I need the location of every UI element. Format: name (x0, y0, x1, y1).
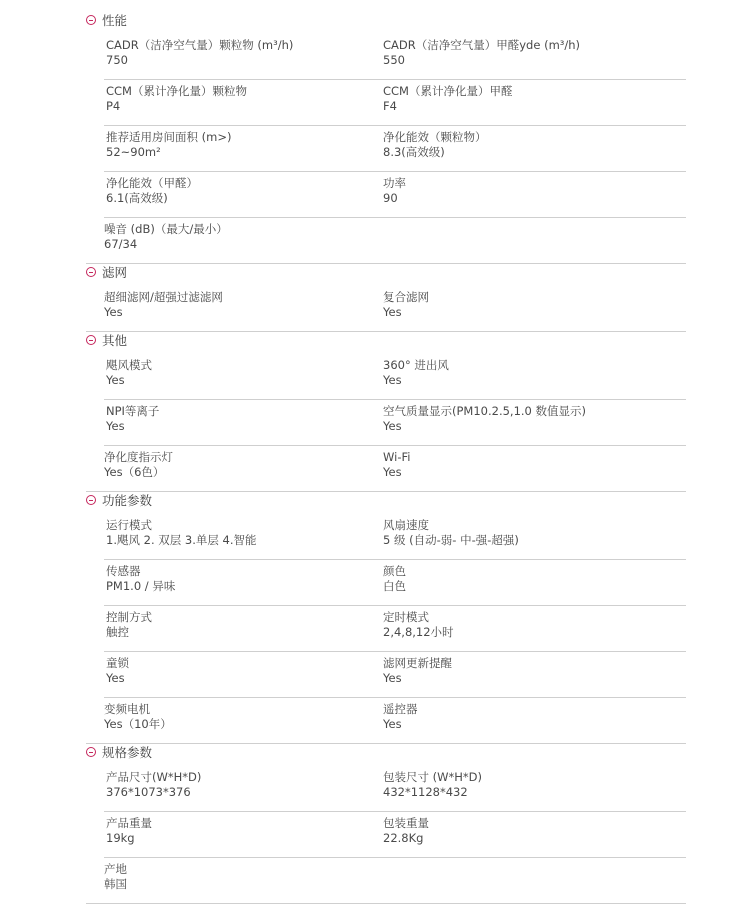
spec-label: 功率 (383, 176, 406, 190)
spec-cell (383, 84, 512, 114)
spec-cell (106, 518, 257, 548)
spec-label: Wi-Fi (383, 450, 411, 464)
spec-cell (106, 130, 231, 160)
spec-value: Yes (106, 373, 125, 387)
spec-cell (104, 290, 223, 320)
spec-value: 6.1(高效级) (106, 191, 168, 205)
spec-label: 360° 进出风 (383, 358, 449, 372)
spec-row (104, 812, 686, 858)
spec-value: Yes (106, 419, 125, 433)
spec-cell (383, 656, 452, 686)
section-title: 其他 (102, 333, 128, 348)
section-header[interactable] (86, 742, 152, 762)
section-title: 性能 (102, 13, 128, 28)
minus-circle-icon[interactable] (86, 267, 96, 277)
spec-row (104, 560, 686, 606)
spec-label: 风扇速度 (383, 518, 429, 532)
spec-row (104, 514, 686, 560)
spec-row (104, 172, 686, 218)
spec-label: 噪音 (dB)（最大/最小） (104, 222, 228, 236)
spec-label: 净化能效（甲醛） (106, 176, 198, 190)
spec-label: CCM（累计净化量）颗粒物 (106, 84, 247, 98)
spec-cell (383, 770, 482, 800)
spec-cell (383, 450, 410, 480)
spec-value: PM1.0 / 异味 (106, 579, 176, 593)
section-header[interactable] (86, 330, 127, 350)
spec-label: 推荐适用房间面积 (m>) (106, 130, 232, 144)
spec-row (104, 354, 686, 400)
spec-label: 传感器 (106, 564, 141, 578)
spec-label: 超细滤网/超强过滤滤网 (104, 290, 223, 304)
spec-cell (383, 176, 406, 206)
spec-row (104, 766, 686, 812)
spec-cell (106, 564, 175, 594)
spec-value: 67/34 (104, 237, 138, 251)
spec-label: 空气质量显示(PM10.2.5,1.0 数值显示) (383, 404, 587, 418)
spec-label: 童锁 (106, 656, 129, 670)
spec-row (86, 218, 686, 264)
spec-value: Yes (383, 717, 402, 731)
spec-row (86, 858, 686, 904)
spec-cell (383, 404, 586, 434)
spec-value: 2,4,8,12小时 (383, 625, 454, 639)
spec-cell (106, 404, 159, 434)
minus-circle-icon[interactable] (86, 747, 96, 757)
spec-value: 376*1073*376 (106, 785, 191, 799)
section-title: 滤网 (102, 265, 128, 280)
section-header[interactable] (86, 490, 152, 510)
spec-label: 包装重量 (383, 816, 429, 830)
spec-label: 产品重量 (106, 816, 152, 830)
spec-row (104, 80, 686, 126)
spec-row (86, 698, 686, 744)
spec-label: CCM（累计净化量）甲醛 (383, 84, 513, 98)
spec-cell (106, 816, 152, 846)
spec-row (104, 34, 686, 80)
spec-value: F4 (383, 99, 397, 113)
spec-cell (383, 358, 449, 388)
spec-cell (383, 564, 406, 594)
spec-row (104, 400, 686, 446)
spec-cell (104, 702, 172, 732)
spec-cell (104, 450, 173, 480)
spec-cell (106, 770, 201, 800)
spec-cell (104, 222, 228, 252)
spec-cell (106, 38, 293, 68)
spec-cell (383, 290, 429, 320)
spec-label: 产地 (104, 862, 127, 876)
spec-cell (383, 38, 580, 68)
minus-circle-icon[interactable] (86, 495, 96, 505)
spec-cell (104, 862, 127, 892)
spec-label: 净化能效（颗粒物） (383, 130, 487, 144)
spec-value: Yes（6色） (104, 465, 165, 479)
spec-cell (383, 518, 519, 548)
section-header[interactable] (86, 262, 127, 282)
spec-value: 白色 (383, 579, 406, 593)
spec-value: Yes (383, 419, 402, 433)
spec-row (104, 126, 686, 172)
spec-cell (106, 176, 198, 206)
spec-label: 颜色 (383, 564, 406, 578)
spec-label: 包装尺寸 (W*H*D) (383, 770, 483, 784)
spec-value: 19kg (106, 831, 135, 845)
spec-label: 变频电机 (104, 702, 150, 716)
spec-label: 飓风模式 (106, 358, 152, 372)
spec-label: 运行模式 (106, 518, 152, 532)
spec-value: Yes (383, 671, 402, 685)
spec-label: 净化度指示灯 (104, 450, 173, 464)
spec-value: 432*1128*432 (383, 785, 468, 799)
spec-value: Yes (383, 305, 402, 319)
spec-value: 韩国 (104, 877, 127, 891)
spec-value: 22.8Kg (383, 831, 424, 845)
spec-cell (106, 358, 152, 388)
spec-cell (106, 610, 152, 640)
spec-cell (383, 610, 454, 640)
spec-value: 90 (383, 191, 398, 205)
spec-value: Yes（10年） (104, 717, 172, 731)
spec-value: 8.3(高效级) (383, 145, 445, 159)
spec-row (104, 606, 686, 652)
minus-circle-icon[interactable] (86, 335, 96, 345)
spec-label: NPI等离子 (106, 404, 160, 418)
minus-circle-icon[interactable] (86, 15, 96, 25)
spec-value: 5 级 (自动-弱- 中-强-超强) (383, 533, 519, 547)
spec-value: 1.飓风 2. 双层 3.单层 4.智能 (106, 533, 257, 547)
spec-cell (383, 816, 429, 846)
spec-label: 控制方式 (106, 610, 152, 624)
spec-cell (106, 656, 129, 686)
spec-value: P4 (106, 99, 121, 113)
spec-row (86, 446, 686, 492)
spec-label: 复合滤网 (383, 290, 429, 304)
spec-label: 遥控器 (383, 702, 418, 716)
spec-value: Yes (383, 373, 402, 387)
spec-value: 52~90m² (106, 145, 161, 159)
spec-value: 750 (106, 53, 128, 67)
spec-value: 触控 (106, 625, 129, 639)
spec-cell (383, 130, 487, 160)
section-header[interactable] (86, 10, 127, 30)
spec-row (104, 652, 686, 698)
spec-label: CADR（洁净空气量）甲醛yde (m³/h) (383, 38, 581, 52)
section-title: 功能参数 (102, 493, 153, 508)
spec-cell (383, 702, 418, 732)
spec-value: Yes (106, 671, 125, 685)
spec-cell (106, 84, 247, 114)
section-title: 规格参数 (102, 745, 153, 760)
spec-value: Yes (104, 305, 123, 319)
spec-label: 定时模式 (383, 610, 429, 624)
spec-value: 550 (383, 53, 405, 67)
spec-value: Yes (383, 465, 402, 479)
spec-label: CADR（洁净空气量）颗粒物 (m³/h) (106, 38, 294, 52)
spec-row (86, 286, 686, 332)
spec-label: 产品尺寸(W*H*D) (106, 770, 202, 784)
spec-label: 滤网更新提醒 (383, 656, 452, 670)
